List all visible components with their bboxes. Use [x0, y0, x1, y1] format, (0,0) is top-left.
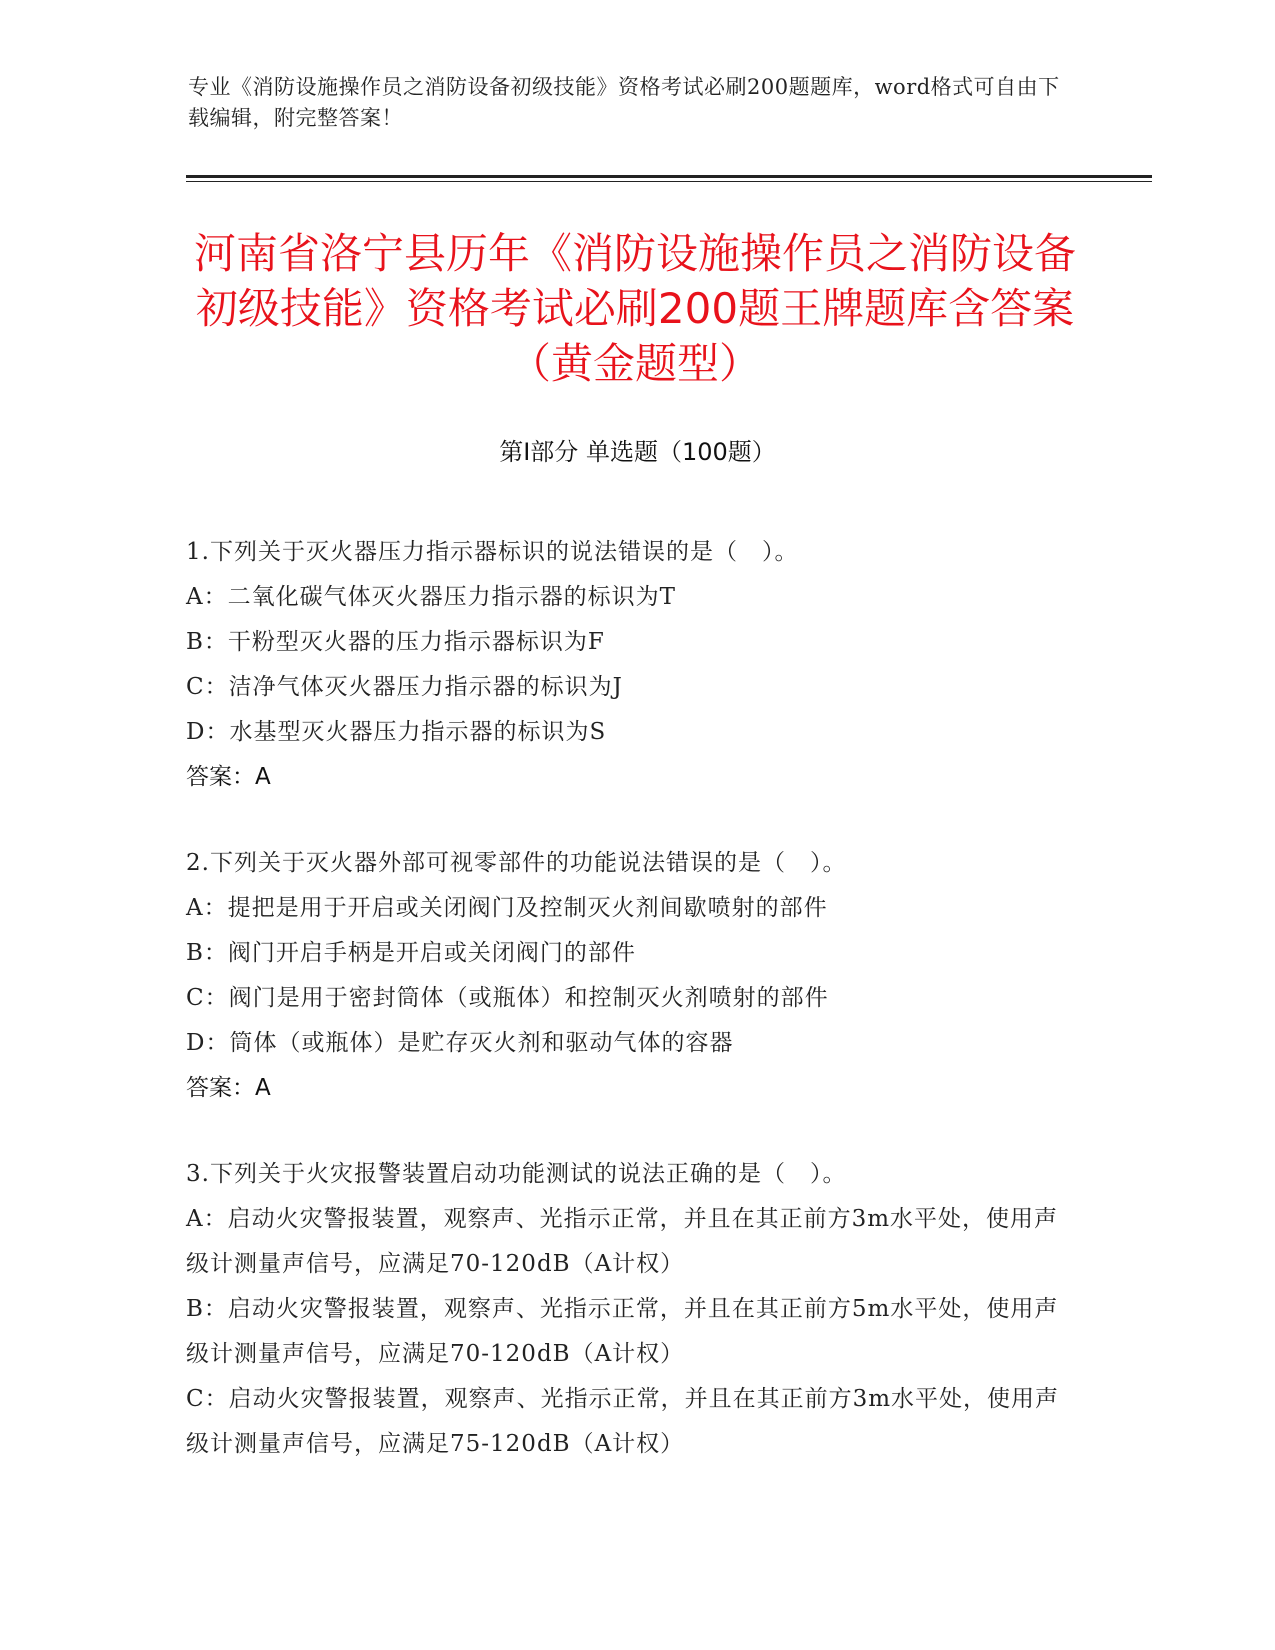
option-a: A：启动火灾警报装置，观察声、光指示正常，并且在其正前方3m水平处，使用声级计测量声信号，应满足70-120dB（A计权） — [186, 1206, 1059, 1277]
question-stem: 2.下列关于灭火器外部可视零部件的功能说法错误的是（ ）。 — [186, 850, 847, 876]
option-b: B：启动火灾警报装置，观察声、光指示正常，并且在其正前方5m水平处，使用声级计测量声信号，应满足70-120dB（A计权） — [186, 1296, 1059, 1367]
option-b: B：干粉型灭火器的压力指示器标识为F — [186, 629, 605, 655]
option-d: D：筒体（或瓶体）是贮存灭火剂和驱动气体的容器 — [186, 1030, 734, 1056]
question-list — [186, 530, 1066, 1508]
answer: 答案：A — [186, 1075, 271, 1101]
option-c: C：启动火灾警报装置，观察声、光指示正常，并且在其正前方3m水平处，使用声级计测量声信号，应满足75-120dB（A计权） — [186, 1386, 1060, 1457]
header-note: 专业《消防设施操作员之消防设备初级技能》资格考试必刷200题题库，word格式可自由下载编辑，附完整答案！ — [188, 75, 1060, 130]
question-stem: 3.下列关于火灾报警装置启动功能测试的说法正确的是（ ）。 — [186, 1161, 847, 1187]
header-divider-thick — [186, 175, 1152, 178]
option-b: B：阀门开启手柄是开启或关闭阀门的部件 — [186, 940, 636, 966]
option-a: A：二氧化碳气体灭火器压力指示器的标识为T — [186, 584, 676, 610]
answer: 答案：A — [186, 764, 271, 790]
option-c: C：阀门是用于密封筒体（或瓶体）和控制灭火剂喷射的部件 — [186, 985, 829, 1011]
header-divider-thin — [186, 181, 1152, 182]
question-3 — [186, 1152, 1066, 1467]
question-stem: 1.下列关于灭火器压力指示器标识的说法错误的是（ ）。 — [186, 539, 799, 565]
document-title: 河南省洛宁县历年《消防设施操作员之消防设备初级技能》资格考试必刷200题王牌题库含答案（黄金题型） — [193, 229, 1076, 388]
option-d: D：水基型灭火器压力指示器的标识为S — [186, 719, 607, 745]
option-c: C：洁净气体灭火器压力指示器的标识为J — [186, 674, 623, 700]
option-a: A：提把是用于开启或关闭阀门及控制灭火剂间歇喷射的部件 — [186, 895, 828, 921]
question-2 — [186, 841, 1066, 1111]
section-title: 第I部分 单选题（100题） — [499, 438, 776, 466]
question-1 — [186, 530, 1066, 800]
